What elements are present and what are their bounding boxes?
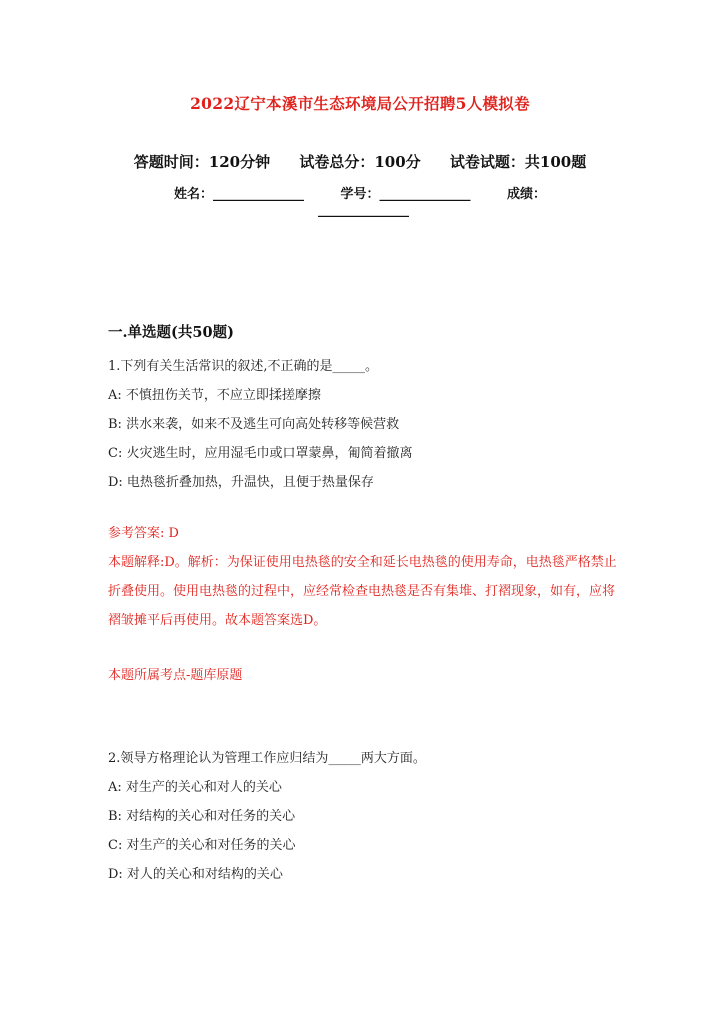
student-id-field: 学号：______________ [340,187,471,202]
exam-question-count: 试卷试题：共100题 [449,153,587,171]
option-a: A: 不慎扭伤关节，不应立即揉搓摩擦 [108,388,321,403]
reference-answer: 参考答案: D [108,526,179,541]
name-field: 姓名：______________ [173,187,304,202]
option-b: B: 对结构的关心和对任务的关心 [108,809,296,824]
question-1 [108,352,618,497]
option-d: D: 电热毯折叠加热，升温快，且便于热量保存 [108,475,374,490]
page-title: 2022辽宁本溪市生态环境局公开招聘5人模拟卷 [190,94,530,113]
knowledge-point [108,661,618,690]
option-c: C: 火灾逃生时，应用湿毛巾或口罩蒙鼻，匍简着撤离 [108,446,413,461]
answer-block [108,519,618,635]
exam-total-score: 试卷总分：100分 [299,153,421,171]
option-c: C: 对生产的关心和对任务的关心 [108,838,296,853]
section-title: 一.单选题(共50题) [108,324,234,341]
question-text: 2.领导方格理论认为管理工作应归结为_____两大方面。 [108,751,426,766]
option-d: D: 对人的关心和对结构的关心 [108,867,283,882]
question-2 [108,744,618,889]
option-a: A: 对生产的关心和对人的关心 [108,780,282,795]
answer-explanation: 本题解释:D。解析：为保证使用电热毯的安全和延长电热毯的使用寿命，电热毯严格禁止折叠使用。使用电热毯的过程中，应经常检查电热毯是否有集堆、打褶现象，如有，应将褶皱摊平后再使用。故本题答案选D。 [108,555,617,628]
exam-time: 答题时间：120分钟 [133,153,271,171]
option-b: B: 洪水来袭，如来不及逃生可向高处转移等候营救 [108,417,400,432]
student-info [0,183,720,202]
grade-label: 成绩： [507,187,547,202]
grade-field-line: ______________ [318,203,409,218]
question-text: 1.下列有关生活常识的叙述,不正确的是_____。 [108,359,379,374]
exam-meta [0,151,720,172]
question-source: 本题所属考点-题库原题 [108,668,243,683]
